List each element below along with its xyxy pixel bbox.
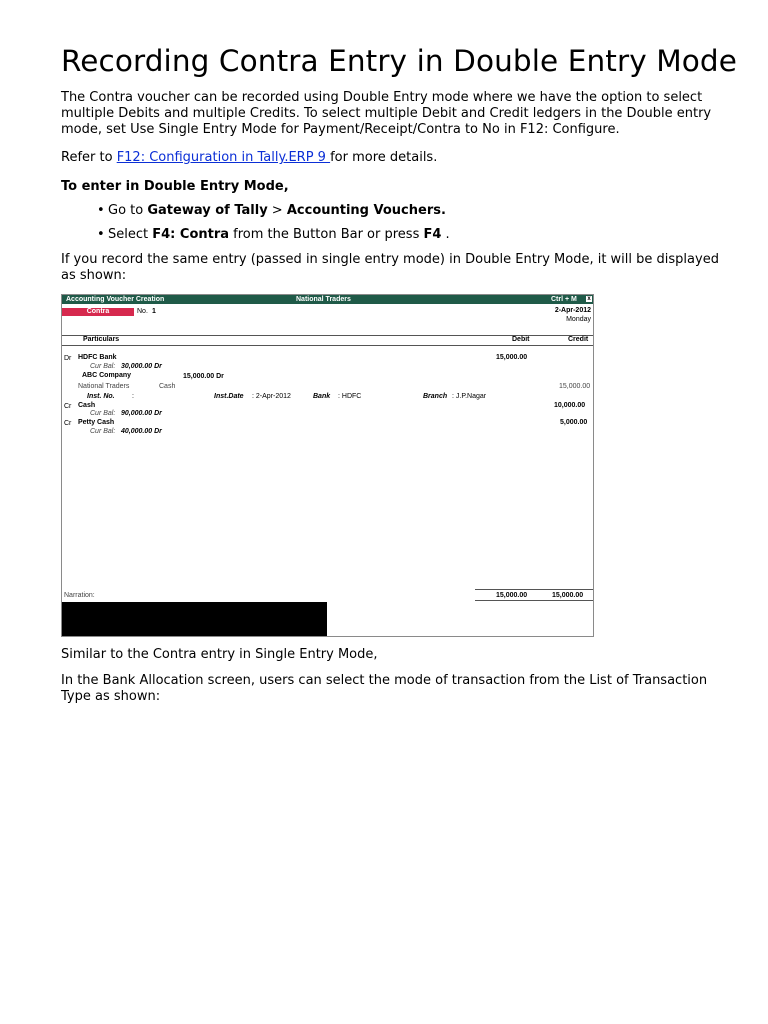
step-text: Select	[108, 227, 153, 242]
bullet-icon: •	[97, 203, 105, 218]
total-debit: 15,000.00	[496, 592, 528, 599]
after-steps-paragraph: If you record the same entry (passed in single entry mode) in Double Entry Mode, it will be displayed as shown:	[61, 252, 719, 283]
curbal-label: Cur Bal:	[90, 428, 116, 435]
totals-divider	[475, 600, 593, 601]
bank-allocation-paragraph: In the Bank Allocation screen, users can select the mode of transaction from the List of Transaction Type as shown:	[61, 673, 708, 704]
similar-paragraph: Similar to the Contra entry in Single Entry Mode,	[61, 647, 378, 662]
curbal-label: Cur Bal:	[90, 410, 116, 417]
col-credit: Credit	[568, 336, 589, 343]
voucher-no: 1	[152, 308, 156, 315]
tally-shortcut: Ctrl + M	[551, 296, 577, 303]
step-bold: Gateway of Tally	[147, 203, 268, 218]
close-icon[interactable]: x	[587, 296, 591, 302]
ledger-petty-cash[interactable]: Petty Cash	[78, 419, 115, 426]
narration-label[interactable]: Narration:	[64, 592, 95, 599]
step-bold: Accounting Vouchers.	[286, 203, 446, 218]
step-bold: F4	[423, 227, 442, 242]
inst-no-label: Inst. No.	[87, 393, 115, 400]
dr-label: Dr	[64, 355, 72, 362]
step-1	[97, 203, 446, 219]
branch-label: Branch	[423, 393, 448, 400]
refer-prefix: Refer to	[61, 150, 117, 165]
hdfc-debit-amount: 15,000.00	[496, 354, 528, 361]
hdfc-curbal: 30,000.00 Dr	[121, 363, 162, 370]
voucher-type: Contra	[62, 308, 134, 316]
bullet-icon: •	[97, 227, 105, 242]
party-cash: Cash	[159, 383, 176, 390]
refer-paragraph	[61, 150, 721, 166]
totals-divider	[475, 589, 593, 590]
inst-date-label: Inst.Date	[214, 393, 244, 400]
step-bold: F4: Contra	[152, 227, 230, 242]
step-text: >	[267, 203, 287, 218]
party-national-traders: National Traders	[78, 383, 130, 390]
party-amount: 15,000.00	[559, 383, 591, 390]
step-text: .	[441, 227, 450, 242]
ledger-cash[interactable]: Cash	[78, 402, 96, 409]
bank-label: Bank	[313, 393, 331, 400]
voucher-date: 2-Apr-2012	[554, 307, 591, 314]
bank-value: : HDFC	[338, 393, 362, 400]
subheading: To enter in Double Entry Mode,	[61, 179, 289, 194]
branch-value: : J.P.Nagar	[452, 393, 487, 400]
divider	[62, 345, 593, 346]
cash-credit-amount: 10,000.00	[554, 402, 586, 409]
petty-curbal: 40,000.00 Dr	[121, 428, 162, 435]
col-particulars: Particulars	[83, 336, 120, 343]
cr-label: Cr	[64, 403, 72, 410]
curbal-label: Cur Bal:	[90, 363, 116, 370]
step-2	[97, 227, 450, 243]
abc-amount: 15,000.00 Dr	[183, 373, 224, 380]
tally-title-bar	[62, 295, 593, 304]
tally-window-title: Accounting Voucher Creation	[66, 296, 165, 303]
ledger-hdfc-bank[interactable]: HDFC Bank	[78, 354, 117, 361]
tally-company-name: National Traders	[296, 296, 351, 303]
bill-abc-company: ABC Company	[82, 372, 132, 379]
redacted-area	[62, 602, 327, 636]
step-text: Go to	[108, 203, 148, 218]
configuration-link[interactable]: F12: Configuration in Tally.ERP 9	[116, 150, 331, 165]
cr-label: Cr	[64, 420, 72, 427]
cash-curbal: 90,000.00 Dr	[121, 410, 162, 417]
step-text: from the Button Bar or press	[229, 227, 424, 242]
intro-paragraph: The Contra voucher can be recorded using Double Entry mode where we have the option to select multiple Debits and multiple Credits. To select multiple Debit and Credit ledgers in the Double entry mode, set Use Single Entry Mode for Payment/Receipt/Contra to No in F12: Configure.	[61, 90, 712, 137]
refer-suffix: for more details.	[330, 150, 438, 165]
tally-screenshot	[61, 294, 594, 637]
voucher-no-label: No.	[137, 308, 148, 315]
total-credit: 15,000.00	[552, 592, 584, 599]
inst-no-colon: :	[132, 393, 134, 400]
col-debit: Debit	[512, 336, 530, 343]
page-title: Recording Contra Entry in Double Entry Mode	[61, 44, 738, 78]
inst-date: : 2-Apr-2012	[252, 393, 291, 400]
voucher-day: Monday	[566, 316, 591, 323]
petty-credit-amount: 5,000.00	[560, 419, 588, 426]
